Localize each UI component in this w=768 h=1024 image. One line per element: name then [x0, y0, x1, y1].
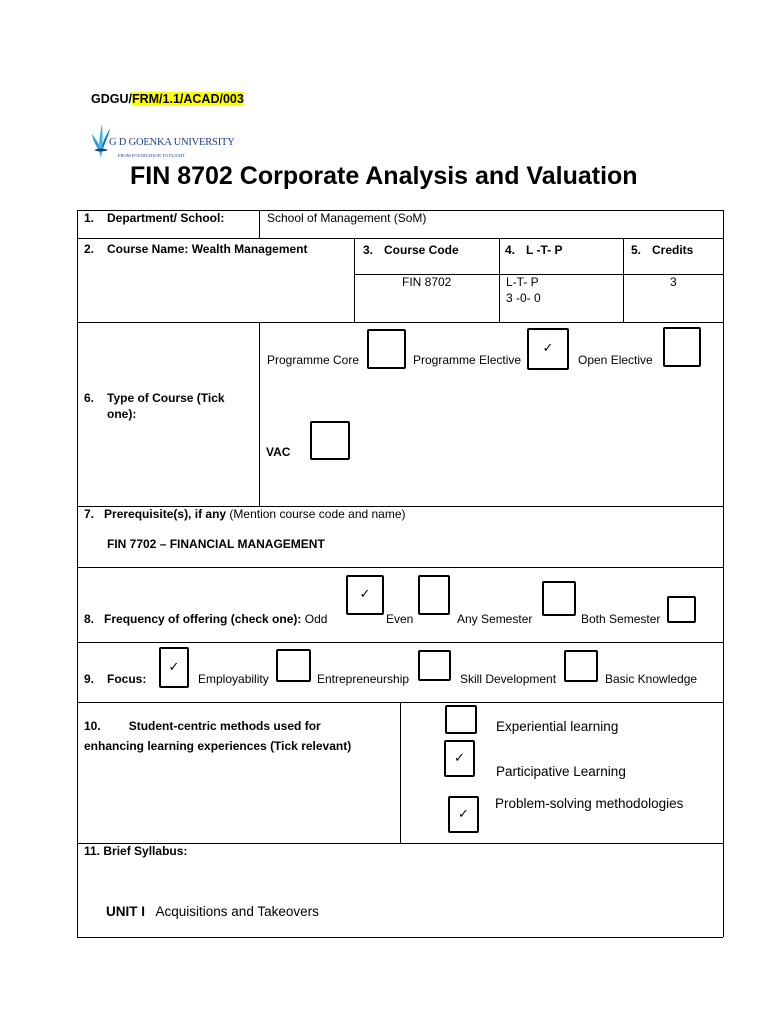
programme-core-label: Programme Core: [267, 353, 360, 367]
participative-learning-label: Participative Learning: [496, 764, 626, 779]
checkmark-icon: ✓: [168, 659, 180, 675]
focus-label: Focus:: [107, 672, 147, 686]
course-name-label: Course Name: Wealth Management: [107, 242, 308, 256]
course-code-label: Course Code: [384, 243, 459, 257]
syllabus-heading: [84, 844, 187, 858]
university-logo: [90, 122, 235, 164]
frequency-option-both-label: Both Semester: [581, 612, 661, 626]
department-value: School of Management (SoM): [267, 211, 427, 225]
problem-solving-checkbox[interactable]: [448, 796, 479, 833]
prerequisite-number: 7.: [84, 507, 95, 521]
programme-core-checkbox[interactable]: [367, 329, 406, 369]
student-centric-heading-line1: [84, 719, 321, 733]
prerequisite-value: FIN 7702 – FINANCIAL MANAGEMENT: [107, 537, 325, 551]
ltp-value-line1: L-T- P: [506, 275, 539, 289]
prerequisite-heading: [84, 507, 406, 521]
document-code-highlighted: FRM/1.1/ACAD/003: [131, 92, 244, 106]
table-line: [400, 702, 401, 843]
document-code: [91, 92, 244, 106]
open-elective-checkbox[interactable]: [663, 327, 701, 367]
student-centric-label-line1: Student-centric methods used for: [128, 719, 321, 733]
frequency-even-checkbox[interactable]: [418, 575, 450, 615]
table-line: [499, 238, 500, 322]
focus-skill-development-checkbox[interactable]: [418, 650, 451, 681]
frequency-any-checkbox[interactable]: [542, 581, 576, 616]
logo-wordmark: G D GOENKA UNIVERSITY: [109, 137, 235, 148]
prerequisite-label: Prerequisite(s), if any: [104, 507, 227, 521]
ltp-value-line2: 3 -0- 0: [506, 291, 541, 305]
frequency-option-even-label: Even: [386, 612, 414, 626]
credits-value: 3: [670, 275, 677, 289]
course-type-number: 6.: [84, 391, 95, 405]
frequency-option-any-label: Any Semester: [457, 612, 533, 626]
logo-tagline: FROM FOUNDATION TO FLIGHT: [118, 153, 185, 158]
table-line: [354, 238, 355, 322]
student-centric-label-line2: enhancing learning experiences (Tick relevant): [84, 739, 352, 753]
vac-label: VAC: [266, 445, 291, 459]
course-code-value: FIN 8702: [402, 275, 452, 289]
experiential-learning-checkbox[interactable]: [445, 705, 477, 734]
experiential-learning-label: Experiential learning: [496, 719, 619, 734]
syllabus-unit: [106, 905, 319, 919]
table-line: [77, 642, 723, 643]
table-line: [259, 322, 260, 506]
checkmark-icon: ✓: [458, 806, 469, 822]
table-line: [723, 210, 724, 937]
table-line: [259, 210, 260, 238]
unit-title: Acquisitions and Takeovers: [155, 904, 319, 919]
table-line: [77, 210, 78, 937]
syllabus-number: 11.: [84, 844, 101, 858]
table-line: [77, 238, 723, 239]
document-code-prefix: GDGU/: [91, 92, 132, 106]
participative-learning-checkbox[interactable]: [444, 740, 475, 777]
checkmark-icon: ✓: [454, 750, 465, 766]
table-line: [77, 567, 723, 568]
programme-elective-checkbox[interactable]: [527, 328, 569, 370]
department-label: Department/ School:: [107, 211, 225, 225]
course-type-label-line2: one):: [107, 407, 137, 421]
focus-skill-development-label: Skill Development: [460, 672, 557, 686]
course-code-number: 3.: [363, 243, 374, 257]
frequency-heading: [84, 612, 327, 626]
table-line: [77, 937, 723, 938]
focus-employability-checkbox[interactable]: [159, 647, 189, 688]
frequency-odd-checkbox[interactable]: [346, 575, 384, 615]
credits-number: 5.: [631, 243, 642, 257]
frequency-both-checkbox[interactable]: [667, 596, 696, 623]
syllabus-label: Brief Syllabus:: [103, 844, 188, 858]
focus-entrepreneurship-label: Entrepreneurship: [317, 672, 410, 686]
ltp-label: L -T- P: [526, 243, 563, 257]
ltp-number: 4.: [505, 243, 516, 257]
focus-number: 9.: [84, 672, 95, 686]
table-line: [77, 322, 723, 323]
frequency-number: 8.: [84, 612, 95, 626]
course-type-label-line1: Type of Course (Tick: [107, 391, 225, 405]
credits-label: Credits: [652, 243, 694, 257]
frequency-option-odd-label: Odd: [304, 612, 328, 626]
focus-entrepreneurship-checkbox[interactable]: [276, 649, 311, 682]
focus-basic-knowledge-checkbox[interactable]: [564, 650, 598, 682]
course-name-number: 2.: [84, 242, 95, 256]
checkmark-icon: ✓: [542, 341, 554, 356]
vac-checkbox[interactable]: [310, 421, 350, 460]
focus-employability-label: Employability: [198, 672, 269, 686]
prerequisite-hint: (Mention course code and name): [229, 507, 406, 521]
page-title: FIN 8702 Corporate Analysis and Valuation: [130, 162, 638, 190]
programme-elective-label: Programme Elective: [413, 353, 522, 367]
frequency-label: Frequency of offering (check one):: [104, 612, 302, 626]
focus-basic-knowledge-label: Basic Knowledge: [605, 672, 698, 686]
checkmark-icon: ✓: [359, 587, 371, 602]
department-number: 1.: [84, 211, 95, 225]
table-line: [623, 238, 624, 322]
problem-solving-label: Problem-solving methodologies: [495, 796, 684, 811]
student-centric-number: 10.: [84, 719, 101, 733]
unit-label: UNIT I: [106, 904, 145, 919]
open-elective-label: Open Elective: [578, 353, 653, 367]
